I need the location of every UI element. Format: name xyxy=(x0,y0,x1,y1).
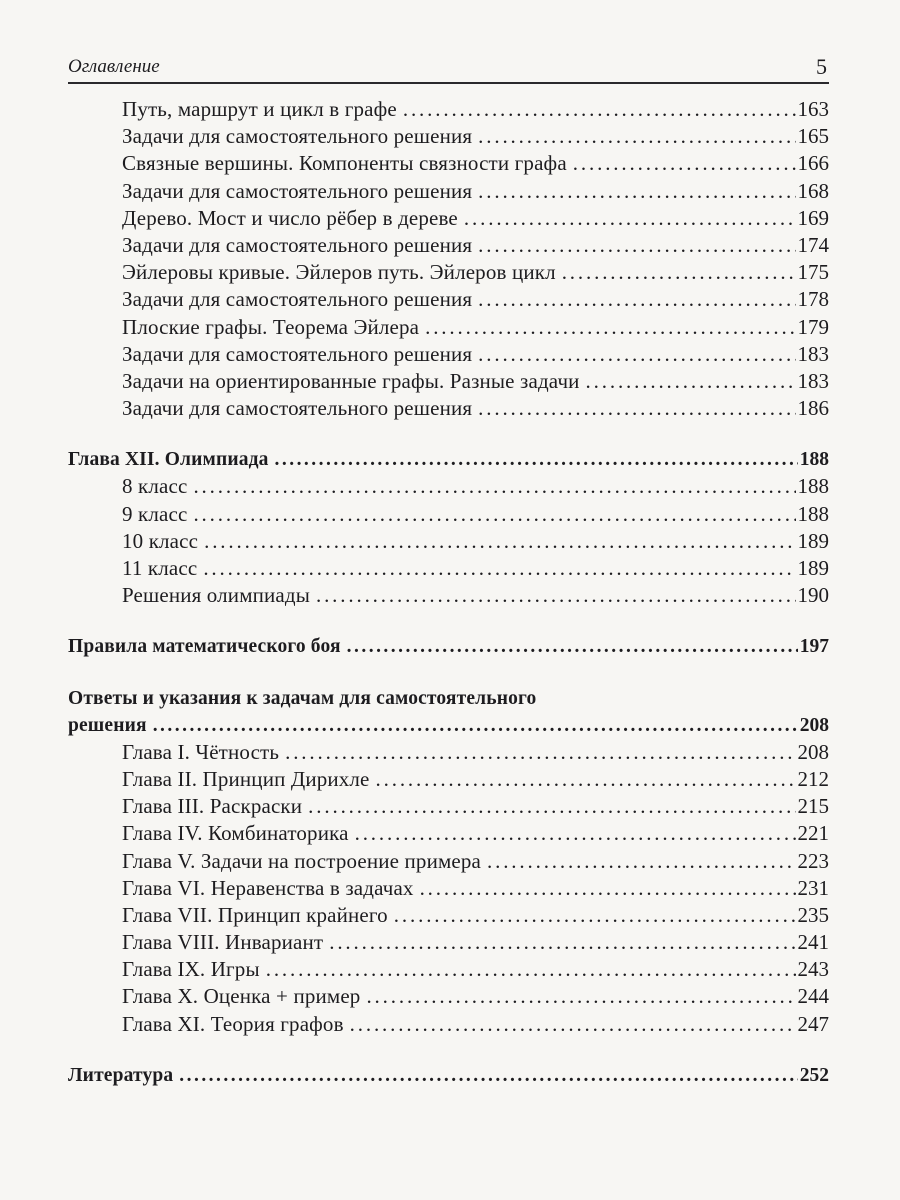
entry-title: Связные вершины. Компоненты связности графа xyxy=(122,151,567,176)
entry-page: 186 xyxy=(797,396,829,421)
toc-entry[interactable] xyxy=(68,123,829,150)
entry-page: 243 xyxy=(797,957,829,982)
entry-title: Правила математического боя xyxy=(68,636,341,658)
toc-entry[interactable] xyxy=(68,739,829,766)
dot-leader xyxy=(425,314,795,341)
entry-page: 252 xyxy=(799,1064,829,1086)
entry-title: Решения олимпиады xyxy=(122,583,310,608)
entry-title: Глава X. Оценка + пример xyxy=(122,984,361,1009)
entry-page: 166 xyxy=(797,151,829,176)
entry-title: Задачи для самостоятельного решения xyxy=(122,124,473,149)
dot-leader xyxy=(478,395,795,422)
entry-page: 223 xyxy=(797,848,829,873)
dot-leader xyxy=(308,793,795,820)
entry-page: 235 xyxy=(797,902,829,927)
entry-title: Глава I. Чётность xyxy=(122,739,280,764)
entry-page: 241 xyxy=(797,930,829,955)
entry-title: Глава V. Задачи на построение примера xyxy=(122,848,481,873)
entry-title: Плоские графы. Теорема Эйлера xyxy=(122,314,420,339)
toc-entry[interactable] xyxy=(68,983,829,1010)
dot-leader xyxy=(394,902,796,929)
toc-entry[interactable] xyxy=(68,929,829,956)
dot-leader xyxy=(204,528,795,555)
toc-entry[interactable] xyxy=(68,848,829,875)
entry-page: 183 xyxy=(797,341,829,366)
entry-title: Задачи для самостоятельного решения xyxy=(122,232,473,257)
toc-entry[interactable] xyxy=(68,314,829,341)
dot-leader xyxy=(403,96,796,123)
dot-leader xyxy=(478,232,795,259)
entry-title: Литература xyxy=(68,1064,174,1086)
entry-title: Задачи для самостоятельного решения xyxy=(122,287,473,312)
toc-entry[interactable] xyxy=(68,875,829,902)
entry-page: 208 xyxy=(797,739,829,764)
entry-page: 188 xyxy=(797,474,829,499)
dot-leader xyxy=(285,739,795,766)
toc-section xyxy=(68,633,829,660)
toc-entry[interactable] xyxy=(68,473,829,500)
dot-leader xyxy=(329,929,795,956)
entry-title: 10 класс xyxy=(122,528,199,553)
entry-title: Задачи на ориентированные графы. Разные задачи xyxy=(122,368,580,393)
dot-leader xyxy=(316,582,796,609)
dot-leader xyxy=(586,368,796,395)
toc-entry[interactable] xyxy=(68,633,829,660)
toc-entry[interactable] xyxy=(68,368,829,395)
toc-entry[interactable] xyxy=(68,582,829,609)
toc-entry[interactable] xyxy=(68,820,829,847)
entry-page: 221 xyxy=(797,821,829,846)
toc-entry[interactable] xyxy=(68,395,829,422)
toc-entry[interactable] xyxy=(68,286,829,313)
entry-title: Путь, маршрут и цикл в графе xyxy=(122,97,397,121)
toc-section xyxy=(68,1062,829,1089)
table-of-contents xyxy=(68,96,829,1113)
entry-title: 11 класс xyxy=(122,556,198,580)
entry-title: Эйлеровы кривые. Эйлеров путь. Эйлеров цикл xyxy=(122,260,556,285)
entry-title: Задачи для самостоятельного решения xyxy=(122,396,473,421)
running-title: Оглавление xyxy=(68,56,160,77)
entry-title: Глава IX. Игры xyxy=(122,957,260,982)
toc-entry[interactable] xyxy=(68,956,829,983)
toc-entry[interactable] xyxy=(68,712,829,739)
entry-page: 183 xyxy=(797,368,829,393)
entry-page: 189 xyxy=(797,556,829,580)
entry-page: 178 xyxy=(797,287,829,312)
toc-entry[interactable] xyxy=(68,259,829,286)
toc-section xyxy=(68,96,829,422)
entry-page: 215 xyxy=(797,794,829,819)
dot-leader xyxy=(478,178,795,205)
entry-title: Глава XII. Олимпиада xyxy=(68,449,269,471)
entry-title: Глава XI. Теория графов xyxy=(122,1011,344,1036)
entry-title: Глава III. Раскраски xyxy=(122,794,303,819)
toc-entry[interactable] xyxy=(68,341,829,368)
entry-page: 212 xyxy=(797,766,829,791)
entry-title: 8 класс xyxy=(122,474,188,499)
dot-leader xyxy=(562,259,796,286)
toc-entry[interactable] xyxy=(68,685,829,712)
entry-page: 247 xyxy=(797,1011,829,1036)
entry-page: 188 xyxy=(797,501,829,526)
entry-page: 189 xyxy=(797,528,829,553)
entry-page: 231 xyxy=(797,875,829,900)
toc-entry[interactable] xyxy=(68,902,829,929)
entry-page: 188 xyxy=(799,449,829,471)
dot-leader xyxy=(478,286,795,313)
dot-leader xyxy=(420,875,796,902)
entry-title: решения xyxy=(68,714,147,736)
entry-page: 168 xyxy=(797,178,829,203)
entry-page: 174 xyxy=(797,232,829,257)
toc-entry[interactable] xyxy=(68,501,829,528)
dot-leader xyxy=(193,473,795,500)
toc-entry[interactable] xyxy=(68,150,829,177)
entry-page: 208 xyxy=(799,714,829,736)
dot-leader xyxy=(376,766,796,793)
toc-entry[interactable] xyxy=(68,1062,829,1089)
running-header xyxy=(68,56,829,84)
entry-title: 9 класс xyxy=(122,501,188,526)
entry-page: 165 xyxy=(797,124,829,149)
entry-page: 197 xyxy=(799,636,829,658)
dot-leader xyxy=(573,150,796,177)
page-number: 5 xyxy=(816,54,827,79)
dot-leader xyxy=(275,446,798,473)
toc-section xyxy=(68,446,829,609)
dot-leader xyxy=(266,956,796,983)
dot-leader xyxy=(366,983,795,1010)
dot-leader xyxy=(153,712,798,739)
dot-leader xyxy=(464,205,796,232)
entry-title: Глава VII. Принцип крайнего xyxy=(122,902,388,927)
dot-leader xyxy=(478,341,795,368)
toc-section xyxy=(68,685,829,1038)
toc-entry[interactable] xyxy=(68,178,829,205)
entry-page: 175 xyxy=(797,260,829,285)
dot-leader xyxy=(193,501,795,528)
entry-title: Глава VIII. Инвариант xyxy=(122,930,324,955)
entry-page: 163 xyxy=(797,97,829,121)
dot-leader xyxy=(203,555,795,582)
dot-leader xyxy=(347,633,798,660)
dot-leader xyxy=(355,820,796,847)
dot-leader xyxy=(487,848,796,875)
dot-leader xyxy=(478,123,795,150)
toc-entry[interactable] xyxy=(68,1011,829,1038)
entry-page: 244 xyxy=(797,984,829,1009)
toc-entry[interactable] xyxy=(68,555,829,582)
entry-title: Глава VI. Неравенства в задачах xyxy=(122,875,414,900)
dot-leader xyxy=(179,1062,797,1089)
entry-title: Ответы и указания к задачам для самостоятельного xyxy=(68,687,537,709)
entry-page: 190 xyxy=(797,583,829,608)
entry-page: 169 xyxy=(797,205,829,230)
toc-entry[interactable] xyxy=(68,96,829,123)
toc-entry[interactable] xyxy=(68,205,829,232)
entry-title: Глава IV. Комбинаторика xyxy=(122,821,349,846)
entry-title: Дерево. Мост и число рёбер в дереве xyxy=(122,205,458,230)
toc-entry[interactable] xyxy=(68,766,829,793)
dot-leader xyxy=(350,1011,796,1038)
toc-entry[interactable] xyxy=(68,232,829,259)
toc-entry[interactable] xyxy=(68,528,829,555)
entry-page: 179 xyxy=(797,314,829,339)
toc-entry[interactable] xyxy=(68,793,829,820)
entry-title: Задачи для самостоятельного решения xyxy=(122,341,473,366)
entry-title: Задачи для самостоятельного решения xyxy=(122,178,473,203)
toc-entry[interactable] xyxy=(68,446,829,473)
entry-title: Глава II. Принцип Дирихле xyxy=(122,766,370,791)
